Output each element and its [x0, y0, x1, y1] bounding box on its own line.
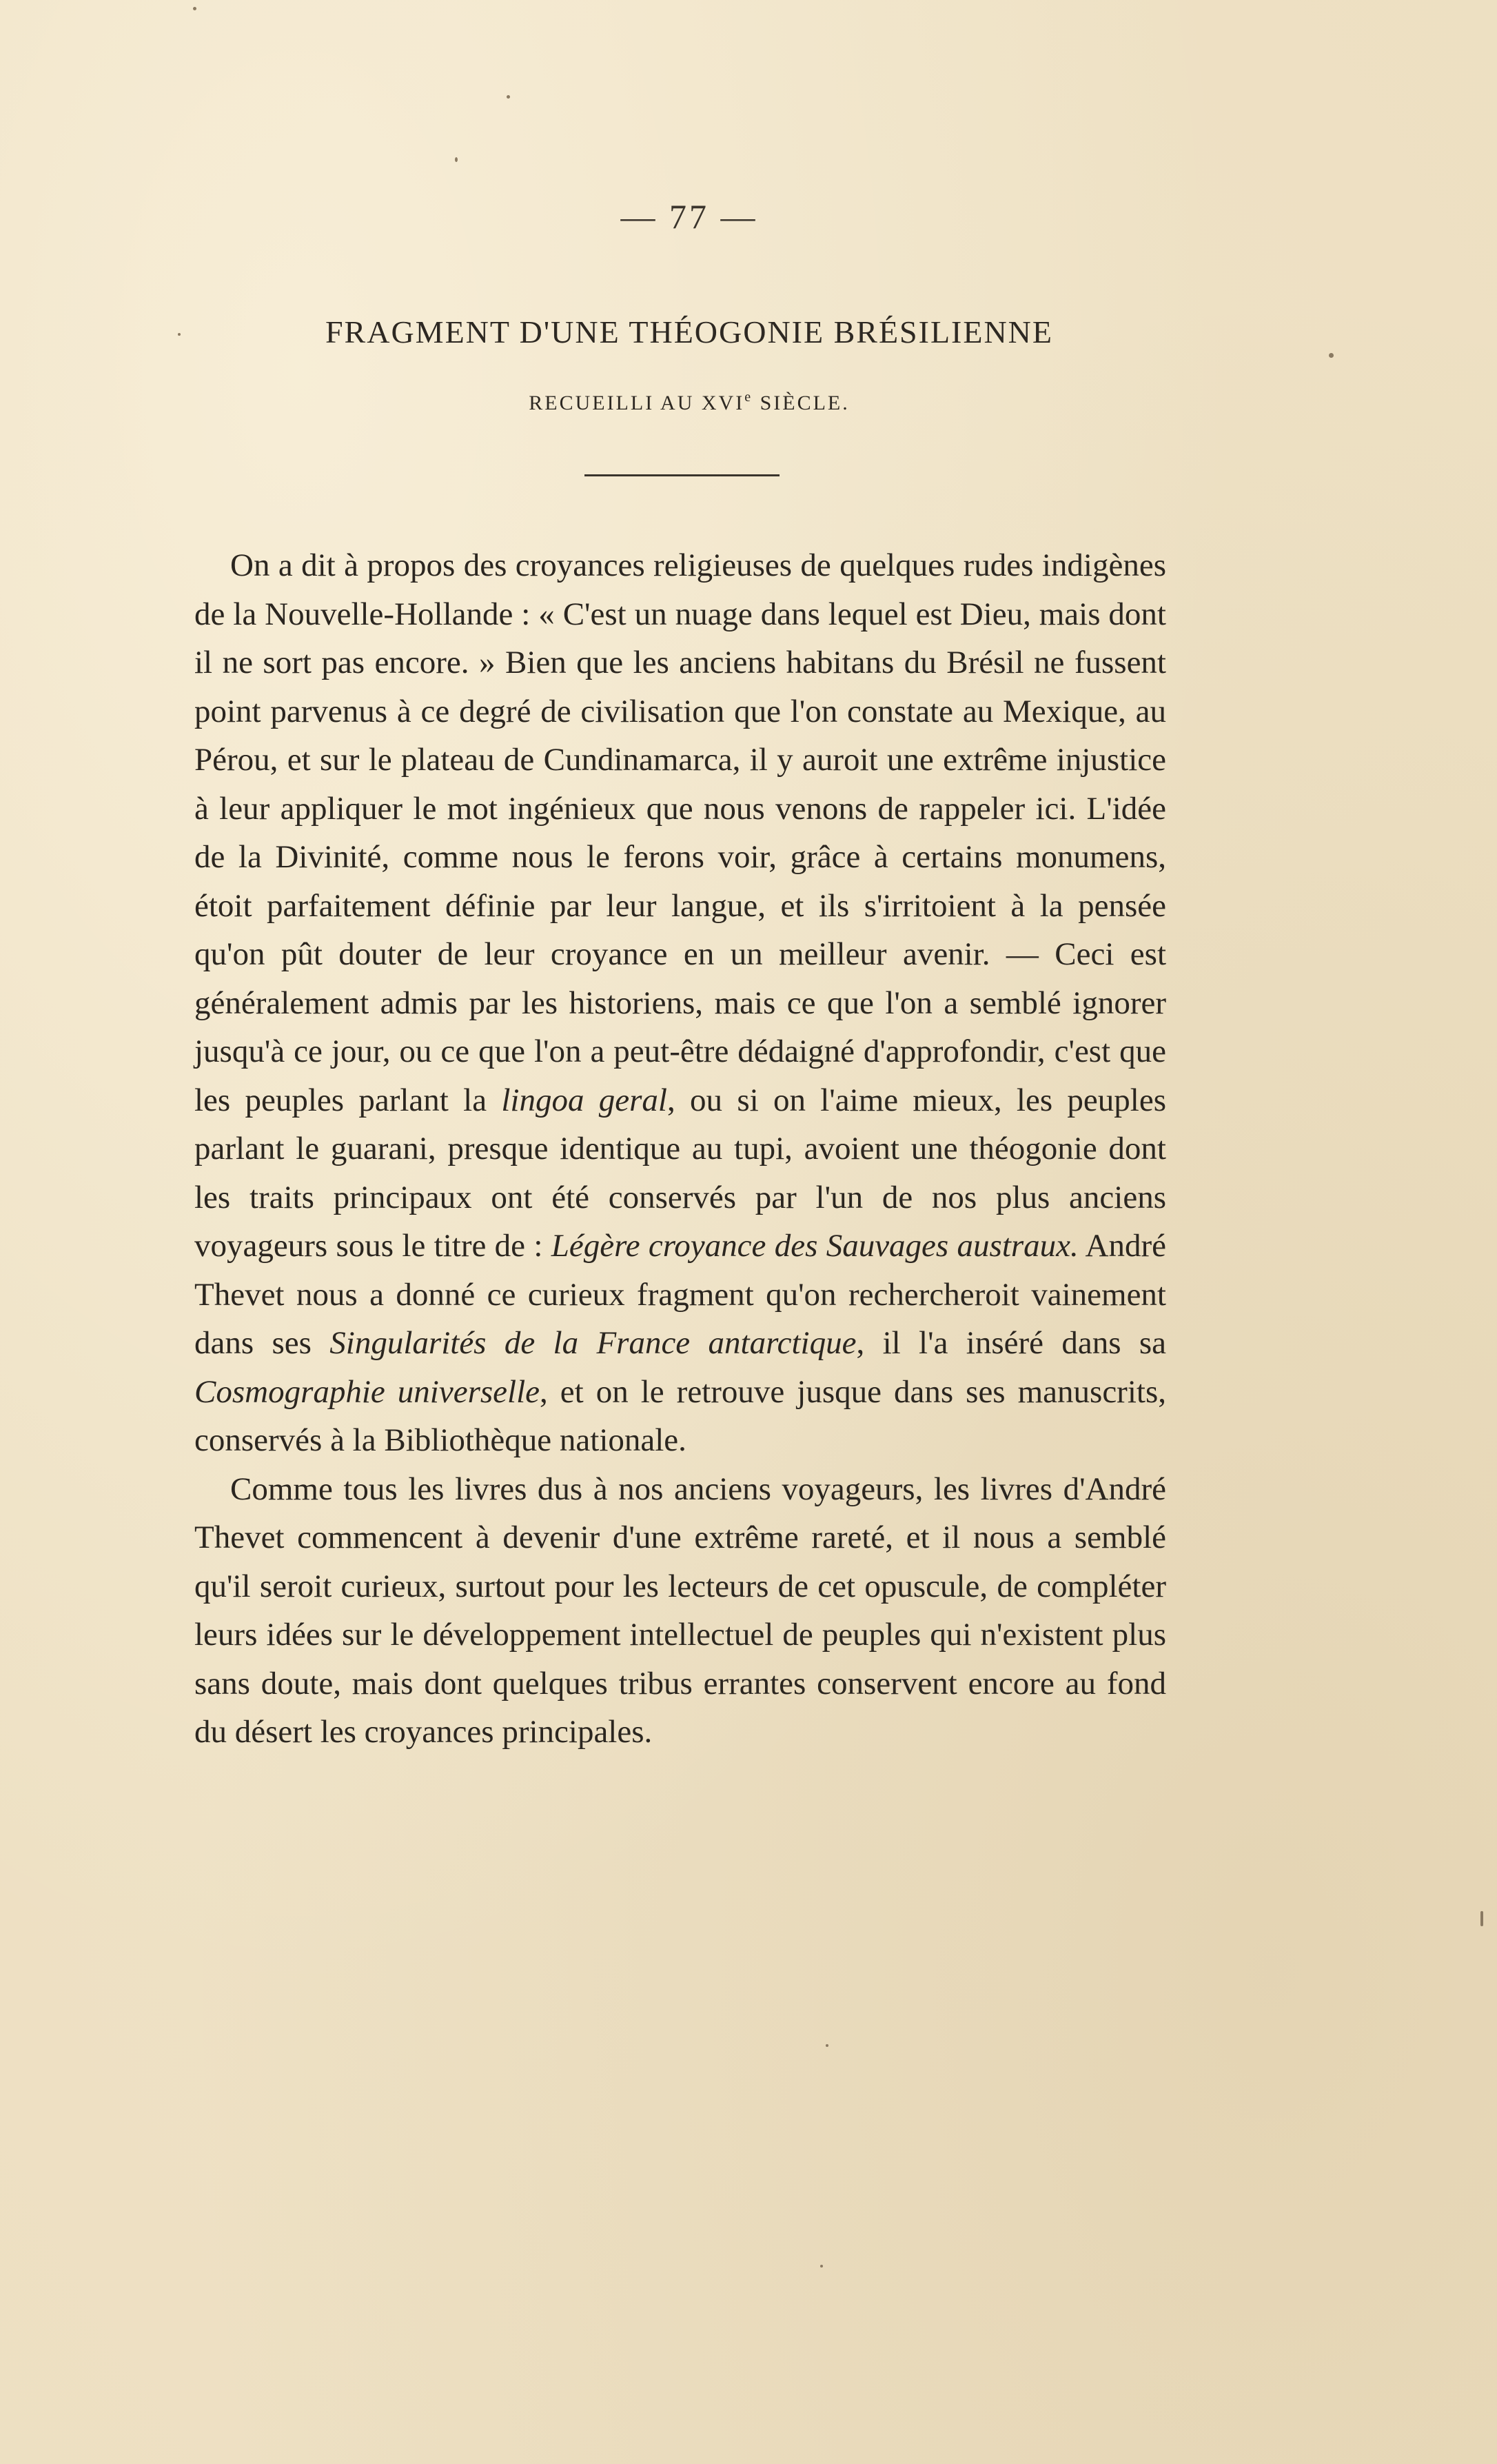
subtitle-superscript: e: [744, 390, 753, 405]
chapter-title: FRAGMENT D'UNE THÉOGONIE BRÉSILIENNE: [325, 314, 1054, 350]
page-number: — 77 —: [620, 197, 758, 236]
title-divider: [584, 474, 780, 476]
body-text: [194, 541, 1166, 1757]
p1-text-3: André Thevet nous a donné ce curieux fragment qu'on rechercheroit vainement dans ses: [194, 1228, 1166, 1361]
paper-speck: [455, 157, 458, 162]
chapter-subtitle: [0, 390, 1378, 415]
p1-text-1: On a dit à propos des croyances religieuses de quelques rudes indigènes de la Nouvelle-Hollande : « C'est un nuage dans lequel est Dieu, mais dont il ne sort pas encore. » Bien que les anciens habitans du Brésil ne fussent point parvenus à ce degré de civilisation que l'on constate au Mexique, au Pérou, et sur le plateau de Cundinamarca, il y auroit une extrême injustice à leur appliquer le mot ingénieux que nous venons de rappeler ici. L'idée de la Divinité, comme nous le ferons voir, grâce à certains monumens, étoit parfaitement définie par leur langue, et ils s'irritoient à la pensée qu'on pût douter de leur croyance en un meilleur avenir. — Ceci est généralement admis par les historiens, mais ce que l'on a semblé ignorer jusqu'à ce jour, ou ce que l'on a peut-être dédaigné d'approfondir, c'est que les peuples parlant la: [194, 547, 1166, 1118]
paragraph-1: [194, 541, 1166, 1465]
p1-italic-1: lingoa geral: [501, 1082, 667, 1118]
paper-speck: [1329, 353, 1334, 358]
paper-speck: [820, 2265, 823, 2268]
p1-text-2: , ou si on l'aime mieux, les peuples parlant le guarani, presque identique au tupi, avoient une théogonie dont les traits principaux ont été conservés par l'un de nos plus anciens voyageurs sous le titre de :: [194, 1082, 1166, 1264]
p1-italic-2: Légère croyance des Sauvages austraux.: [551, 1228, 1079, 1264]
paragraph-2: Comme tous les livres dus à nos anciens voyageurs, les livres d'André Thevet commencent à devenir d'une extrême rareté, et il nous a semblé qu'il seroit curieux, surtout pour les lecteurs de cet opuscule, de compléter leurs idées sur le développement intellectuel de peuples qui n'existent plus sans doute, mais dont quelques tribus errantes conservent encore au fond du désert les croyances principales.: [194, 1471, 1166, 1750]
paper-speck: [193, 7, 196, 10]
p1-text-4: , il l'a inséré dans sa: [856, 1325, 1167, 1361]
paper-speck: [507, 95, 510, 99]
p1-text-5: , et on le retrouve jusque dans ses manuscrits, conservés à la Bibliothèque nationale.: [194, 1373, 1166, 1458]
paper-speck: [1480, 1911, 1483, 1926]
paper-speck: [178, 333, 181, 336]
paper-speck: [826, 2044, 828, 2047]
subtitle-end: SIÈCLE.: [753, 392, 850, 414]
p1-italic-4: Cosmographie universelle: [194, 1373, 540, 1410]
subtitle-text: RECUEILLI AU XVI: [529, 392, 745, 414]
p1-italic-3: Singularités de la France antarctique: [329, 1325, 857, 1361]
